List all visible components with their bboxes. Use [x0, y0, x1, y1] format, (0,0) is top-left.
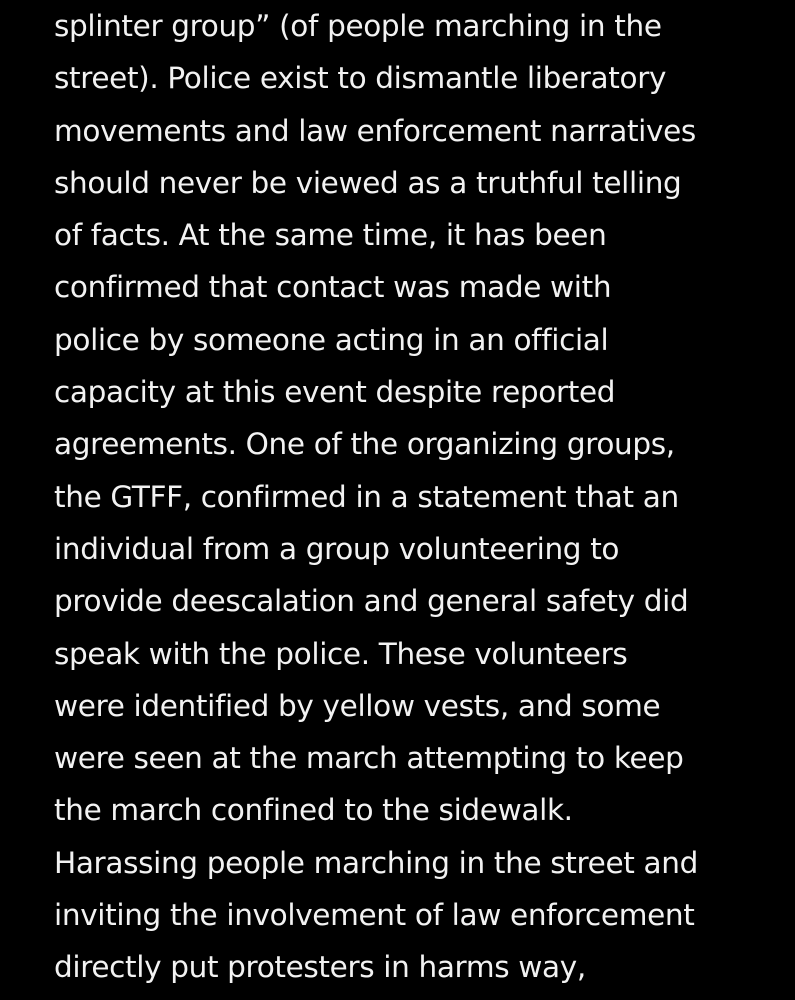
text-line: the GTFF, confirmed in a statement that an [54, 479, 679, 514]
text-line: directly put protesters in harms way, [54, 950, 586, 985]
text-line: the march confined to the sidewalk. [54, 793, 573, 828]
text-line: agreements. One of the organizing groups, [54, 427, 675, 462]
text-line: provide deescalation and general safety did [54, 584, 689, 619]
text-line: were seen at the march attempting to keep [54, 741, 684, 776]
text-line: were identified by yellow vests, and some [54, 688, 661, 723]
text-line: movements and law enforcement narratives [54, 113, 696, 148]
text-line: capacity at this event despite reported [54, 375, 616, 410]
text-line: speak with the police. These volunteers [54, 636, 628, 671]
article-text-block [54, 0, 789, 994]
text-line: splinter group” (of people marching in the [54, 9, 662, 43]
text-line: street). Police exist to dismantle liberatory [54, 61, 667, 96]
text-line: police by someone acting in an official [54, 322, 609, 357]
text-line: Harassing people marching in the street and [54, 845, 698, 880]
text-line: inviting the involvement of law enforcement [54, 898, 695, 933]
text-line: should never be viewed as a truthful telling [54, 165, 682, 200]
text-line: individual from a group volunteering to [54, 531, 620, 566]
text-line: confirmed that contact was made with [54, 270, 612, 305]
text-line: of facts. At the same time, it has been [54, 218, 607, 253]
